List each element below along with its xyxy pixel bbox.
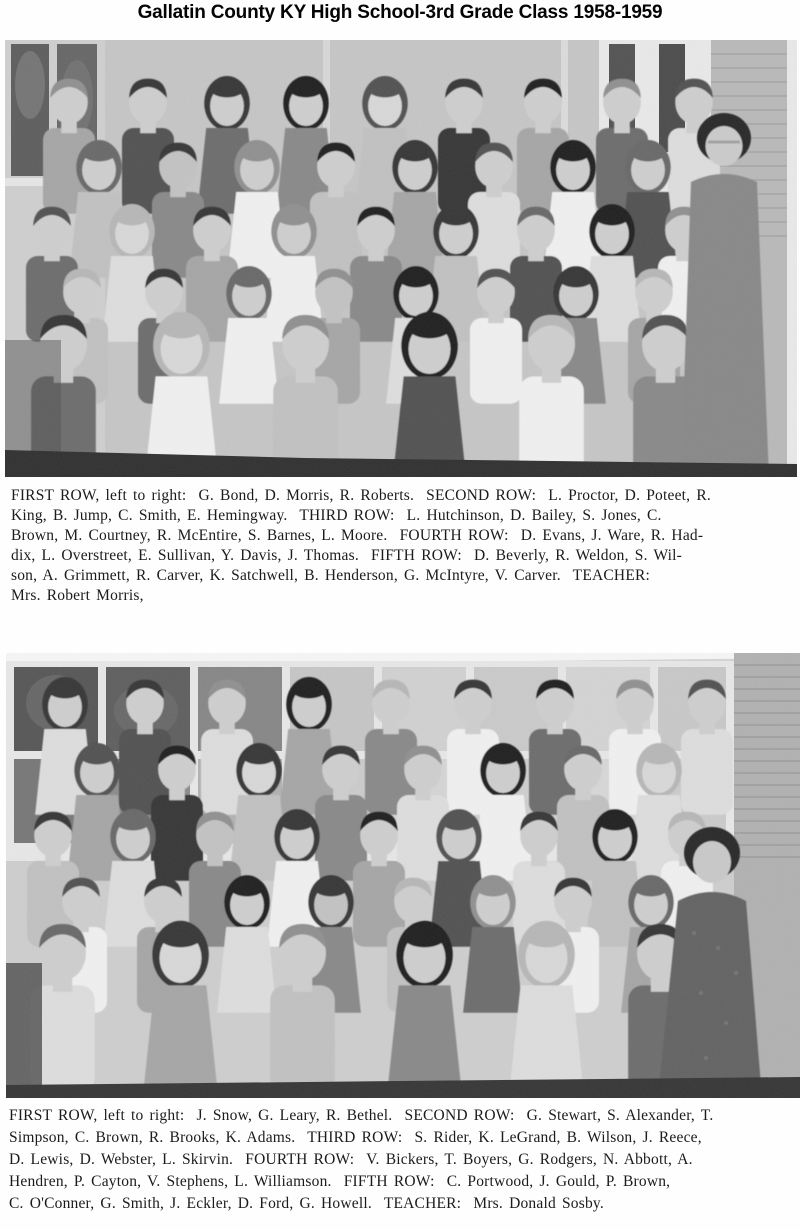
caption-bottom <box>9 1105 797 1215</box>
page-title: Gallatin County KY High School-3rd Grade Class 1958-1959 <box>137 2 663 23</box>
caption-top <box>11 486 793 606</box>
caption-line: Simpson, C. Brown, R. Brooks, K. Adams. THIRD ROW: S. Rider, K. LeGrand, B. Wilson, J. Reece, <box>9 1129 702 1146</box>
caption-line: Mrs. Robert Morris, <box>11 587 144 604</box>
caption-line: FIRST ROW, left to right: G. Bond, D. Morris, R. Roberts. SECOND ROW: L. Proctor, D. Poteet, R. <box>11 487 711 504</box>
caption-line: FIRST ROW, left to right: J. Snow, G. Leary, R. Bethel. SECOND ROW: G. Stewart, S. Alexander, T. <box>9 1107 714 1124</box>
caption-line: D. Lewis, D. Webster, L. Skirvin. FOURTH ROW: V. Bickers, T. Boyers, G. Rodgers, N. Abbott, A. <box>9 1151 693 1168</box>
class-photo-bottom <box>6 653 800 1098</box>
caption-line: C. O'Conner, G. Smith, J. Eckler, D. Ford, G. Howell. TEACHER: Mrs. Donald Sosby. <box>9 1195 604 1212</box>
caption-line: King, B. Jump, C. Smith, E. Hemingway. THIRD ROW: L. Hutchinson, D. Bailey, S. Jones, C. <box>11 507 662 524</box>
caption-line: dix, L. Overstreet, E. Sullivan, Y. Davis, J. Thomas. FIFTH ROW: D. Beverly, R. Weldon, S. Wil- <box>11 547 683 564</box>
class-photo-top <box>5 40 797 477</box>
caption-line: Brown, M. Courtney, R. McEntire, S. Barnes, L. Moore. FOURTH ROW: D. Evans, J. Ware, R. Had- <box>11 527 704 544</box>
photo-grain <box>5 40 797 477</box>
caption-line: Hendren, P. Cayton, V. Stephens, L. Williamson. FIFTH ROW: C. Portwood, J. Gould, P. Brown, <box>9 1173 671 1190</box>
photo-grain <box>6 653 800 1098</box>
caption-line: son, A. Grimmett, R. Carver, K. Satchwell, B. Henderson, G. McIntyre, V. Carver. TEACHER: <box>11 567 651 584</box>
